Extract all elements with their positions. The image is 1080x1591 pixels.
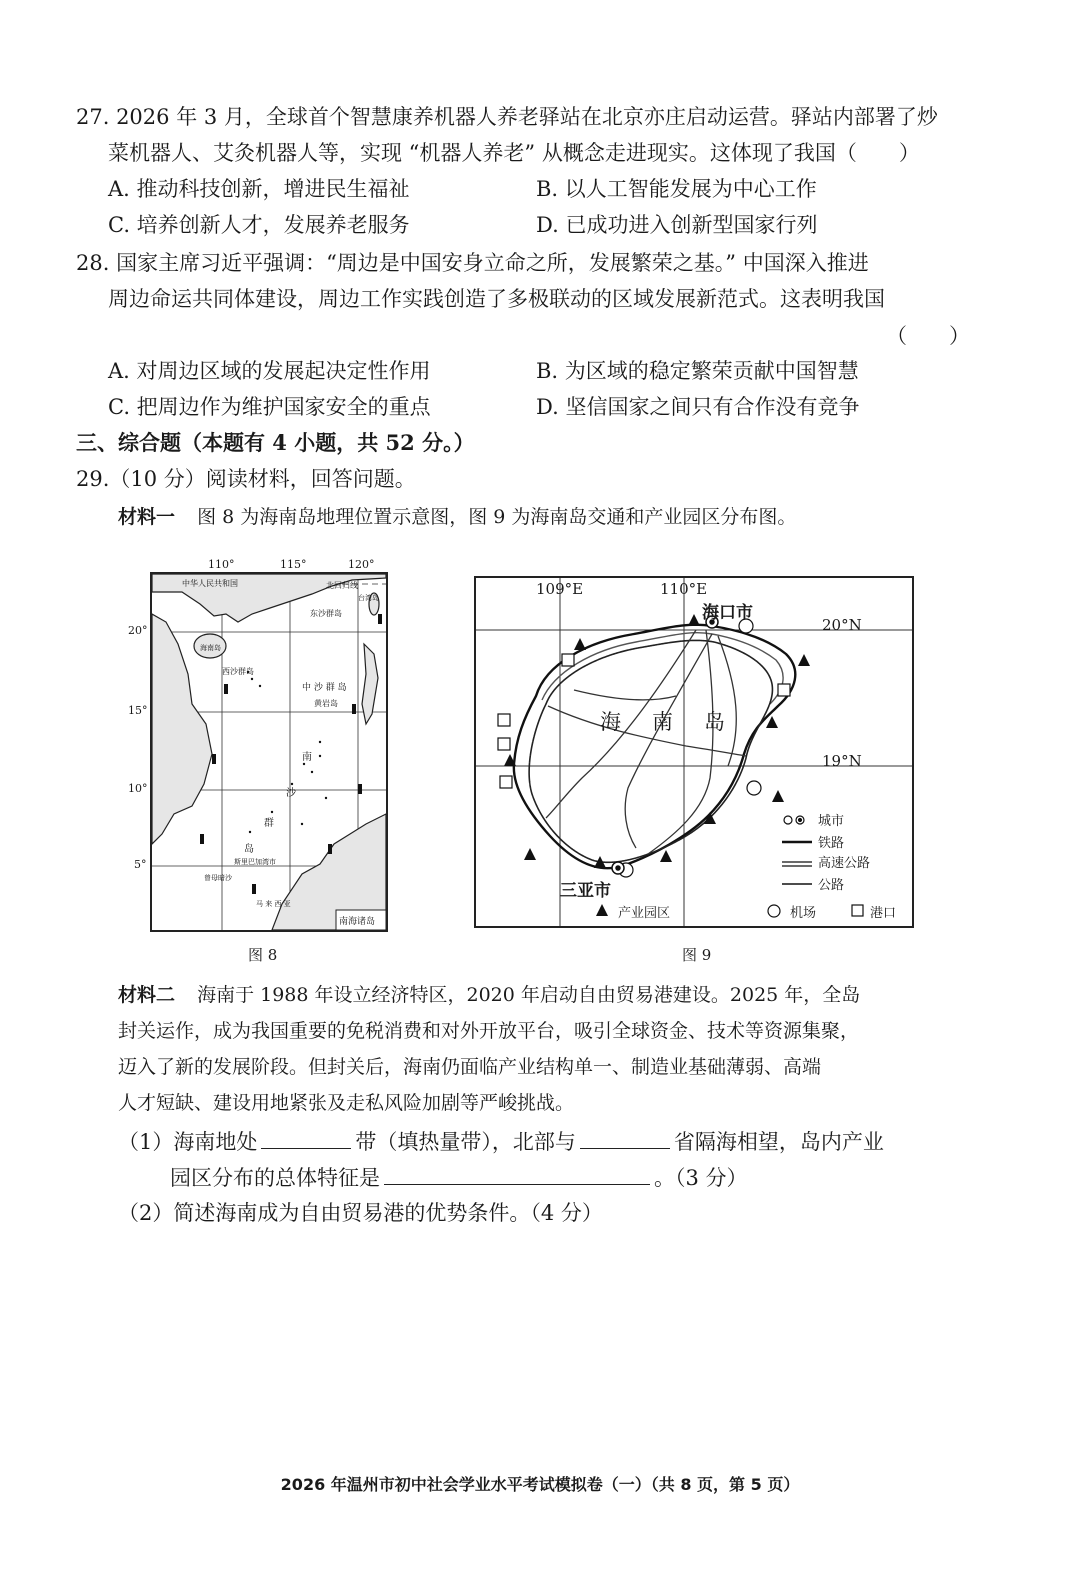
fig9-legend-industrial-park: 产业园区 (618, 906, 671, 921)
q28-option-d: D. 坚信国家之间只有合作没有竞争 (536, 395, 860, 419)
fig8-place-sha: 沙 (286, 788, 296, 799)
fig8-lat-10: 10° (128, 782, 148, 795)
material-one-text: 图 8 为海南岛地理位置示意图，图 9 为海南岛交通和产业园区分布图。 (197, 506, 797, 528)
fig8-lat-20: 20° (128, 624, 148, 637)
q28-stem-line1: 28. 国家主席习近平强调：“周边是中国安身立命之所，发展繁荣之基。” 中国深入推进 (76, 251, 869, 275)
sub1-text-a: （1）海南地处 (118, 1130, 258, 1154)
q27-option-b: B. 以人工智能发展为中心工作 (536, 177, 817, 201)
fig9-lon-110: 110°E (660, 580, 708, 598)
fig8-lon-115: 115° (280, 558, 307, 571)
q28-answer-paren: （ ） (886, 324, 970, 348)
fig8-lon-110: 110° (208, 558, 235, 571)
figure-8-svg (152, 574, 386, 930)
fig9-legend-city: 城市 (818, 814, 845, 829)
figure-8-caption: 图 8 (248, 946, 278, 964)
fig8-place-dao: 岛 (244, 844, 254, 855)
q29-heading: 29.（10 分）阅读材料，回答问题。 (76, 467, 416, 491)
fig9-island-char-2: 南 (652, 710, 673, 734)
material-two-label: 材料二 (118, 984, 176, 1006)
q28-option-c: C. 把周边作为维护国家安全的重点 (108, 395, 431, 419)
sub1-text-b: 带（填热量带），北部与 (355, 1130, 576, 1154)
fig8-place-bandar: 斯里巴加湾市 (234, 858, 276, 866)
q27-stem-line2: 菜机器人、艾灸机器人等，实现 “机器人养老” 从概念走进现实。这体现了我国（ ） (108, 141, 920, 165)
sub-question-2: （2）简述海南成为自由贸易港的优势条件。（4 分） (118, 1201, 603, 1225)
q28-option-a: A. 对周边区域的发展起决定性作用 (108, 359, 431, 383)
sub1-text-d: 园区分布的总体特征是 (170, 1166, 380, 1190)
fig9-legend-expressway: 高速公路 (818, 856, 871, 871)
page-footer: 2026 年温州市初中社会学业水平考试模拟卷（一）（共 8 页，第 5 页） (280, 1475, 800, 1494)
fig9-city-sanya: 三亚市 (560, 881, 611, 901)
fig8-inset-label: 南海诸岛 (339, 917, 376, 927)
sub-question-1-line1 (118, 1128, 884, 1155)
material-one-label: 材料一 (118, 506, 176, 528)
sub1-text-e: 。（3 分） (654, 1166, 748, 1190)
q28-stem-line2: 周边命运共同体建设，周边工作实践创造了多极联动的区域发展新范式。这表明我国 (108, 287, 885, 311)
fig9-lat-19: 19°N (822, 752, 862, 770)
fig9-legend-port: 港口 (870, 906, 897, 921)
fig9-island-char-3: 岛 (704, 710, 725, 734)
fig8-place-taiwan: 台湾岛 (358, 594, 379, 602)
fig8-place-qun: 群 (264, 818, 274, 829)
q27-option-c: C. 培养创新人才，发展养老服务 (108, 213, 410, 237)
fig8-lat-15: 15° (128, 704, 148, 717)
fig9-legend-airport: 机场 (790, 906, 817, 921)
fig9-city-haikou: 海口市 (702, 603, 753, 623)
fig9-legend-railway: 铁路 (818, 836, 845, 851)
q28-option-b: B. 为区域的稳定繁荣贡献中国智慧 (536, 359, 859, 383)
q27-option-d: D. 已成功进入创新型国家行列 (536, 213, 818, 237)
fig8-place-hainan: 海南岛 (200, 644, 221, 652)
fig8-place-zhongsha: 中 沙 群 岛 (302, 683, 347, 693)
fig8-place-zengmu: 曾母暗沙 (204, 874, 232, 882)
material-two-line4: 人才短缺、建设用地紧张及走私风险加剧等严峻挑战。 (118, 1092, 575, 1114)
fig8-place-huangyan: 黄岩岛 (314, 699, 338, 708)
material-two-line3: 迈入了新的发展阶段。但封关后，海南仍面临产业结构单一、制造业基础薄弱、高端 (118, 1056, 822, 1078)
material-one (118, 504, 796, 530)
fig8-lat-5: 5° (134, 858, 147, 871)
figure-8-map (150, 572, 388, 932)
fig8-place-china: 中华人民共和国 (182, 579, 238, 588)
fig8-place-xisha: 西沙群岛 (222, 667, 254, 676)
fig8-place-nan: 南 (302, 752, 312, 763)
material-two-text1: 海南于 1988 年设立经济特区，2020 年启动自由贸易港建设。2025 年，全岛 (197, 984, 861, 1006)
heat-zone-blank[interactable] (261, 1128, 351, 1149)
q27-option-a: A. 推动科技创新，增进民生福祉 (108, 177, 410, 201)
fig9-island-char-1: 海 (600, 710, 621, 734)
province-blank[interactable] (580, 1128, 670, 1149)
fig9-lon-109: 109°E (536, 580, 584, 598)
section-three-heading: 三、综合题（本题有 4 小题，共 52 分。） (76, 430, 475, 455)
sub1-text-c: 省隔海相望，岛内产业 (673, 1130, 884, 1154)
fig9-legend-road: 公路 (818, 878, 845, 893)
sub-question-1-line2 (170, 1164, 748, 1191)
material-two-line2: 封关运作，成为我国重要的免税消费和对外开放平台，吸引全球资金、技术等资源集聚， (118, 1020, 860, 1042)
material-two-line1 (118, 982, 860, 1008)
q27-stem-line1: 27. 2026 年 3 月，全球首个智慧康养机器人养老驿站在北京亦庄启动运营。驿站内部署了炒 (76, 105, 938, 129)
fig8-place-tropic: 北回归线 (326, 581, 358, 590)
fig8-lon-120: 120° (348, 558, 375, 571)
park-distribution-blank[interactable] (384, 1164, 650, 1185)
figure-9-caption: 图 9 (682, 946, 712, 964)
fig8-place-dongsha: 东沙群岛 (310, 609, 342, 618)
fig9-lat-20: 20°N (822, 616, 862, 634)
fig8-place-malaysia: 马 来 西 亚 (256, 900, 291, 908)
